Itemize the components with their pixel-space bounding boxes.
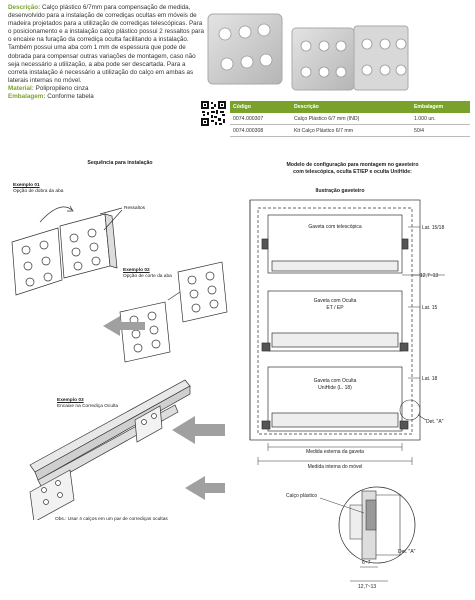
- example-03-text: Encaixe na Corrediça Oculta: [57, 404, 119, 409]
- ressaltos-label: Ressaltos: [124, 206, 146, 211]
- external-drawer-dimension: Medida externa da gaveta: [306, 449, 364, 455]
- shim-photo-right: [292, 26, 408, 90]
- dim-12-7-label: 12,7~13: [358, 584, 377, 590]
- packaging-text: Conforme tabela: [47, 93, 94, 101]
- drawer-unihide: [262, 367, 408, 431]
- cabinet-drawing: [240, 195, 475, 595]
- table-header-row: [230, 101, 470, 113]
- example-03-slide: [30, 380, 190, 520]
- drawer-et-ep-label-1: Gaveta com Oculta: [313, 298, 357, 304]
- cabinet-illustration-title: Ilustração gaveteiro: [315, 188, 365, 194]
- installation-sequence-title: Sequência para instalação: [87, 160, 153, 166]
- detail-a-marker: [400, 400, 426, 420]
- qr-code: [201, 101, 226, 126]
- configuration-title-line1: Modelo de configuração para montagem no gaveteiro: [286, 162, 419, 168]
- lat-2-label: Lat. 15: [422, 305, 438, 311]
- cell-packaging: 50/4: [411, 125, 470, 137]
- plastic-shim-label: Calço plástico: [286, 493, 318, 499]
- material-line: [8, 85, 204, 93]
- cell-description: Calço Plástico 6/7 mm (IND): [291, 113, 411, 125]
- installation-illustrations: [0, 180, 240, 520]
- product-description: [8, 4, 204, 101]
- drawer-unihide-label-2: UniHide (L. 18): [318, 385, 352, 391]
- header-code: Código: [230, 101, 291, 113]
- description-paragraph: [8, 4, 204, 85]
- cell-code: 0074.000307: [230, 113, 291, 125]
- example-02-title: Exemplo 02: [123, 268, 150, 273]
- description-label: Descrição:: [8, 4, 41, 11]
- cell-packaging: 1.000 un.: [411, 113, 470, 125]
- detail-a-magnified-label: Det. "A": [398, 549, 416, 555]
- table-row: [230, 113, 470, 125]
- lat-1-label: Lat. 15/18: [422, 225, 445, 231]
- header-packaging: Embalagem: [411, 101, 470, 113]
- detail-a-label: Det. "A": [426, 419, 444, 425]
- example-03-title: Exemplo 03: [57, 398, 84, 403]
- example-02-shim: [120, 262, 227, 362]
- material-label: Material:: [8, 84, 34, 92]
- example-01-shim: [12, 206, 122, 295]
- material-text: Polipropileno cinza: [35, 84, 89, 92]
- example-01-title: Exemplo 01: [13, 183, 40, 188]
- drawer-telescopic-label: Gaveta com telescópica: [308, 224, 362, 230]
- dim-6-7-label: 6~7: [362, 560, 371, 566]
- lateral-leaders: [402, 227, 445, 378]
- example-01-text: Opção de dobra da aba: [13, 189, 64, 194]
- cell-description: Kit Calço Plástico 6/7 mm: [291, 125, 411, 137]
- internal-cabinet-dimension: Medida interna do móvel: [307, 464, 363, 470]
- configuration-title-line2: com telescópica, oculta ET/EP e oculta UniHide:: [293, 169, 412, 175]
- product-photo: [200, 6, 470, 98]
- description-text: Calço plástico 6/7mm para compensação de medida, desenvolvido para a instalação de corrediças ocultas em móveis de madeira projetados para a utilização de corrediças telescópicas. Para o posicionamento e a instalação calço plástico possui 2 ressaltos para o encaixe na furação da corrediça oculta facilitando a instalação. Também possui uma aba com 1 mm de espessura que pode de dobrada para compensar outras variações de montagem, caso não seja necessário a utilização, a aba pode ser descartada. Para a correta instalação é necessário a utilização do calço em ambas as laterais internas no móvel.: [8, 4, 205, 84]
- shim-photo-left: [208, 14, 282, 84]
- dim-1-label: 12,7~13: [420, 273, 439, 279]
- header-description: Descrição: [291, 101, 411, 113]
- drawer-unihide-label-1: Gaveta com Oculta: [313, 378, 357, 384]
- configuration-title: [240, 162, 465, 176]
- packaging-line: [8, 93, 204, 101]
- drawer-et-ep-label-2: ET / EP: [326, 305, 344, 311]
- lat-3-label: Lat. 18: [422, 376, 438, 382]
- table-row: [230, 125, 470, 137]
- cell-code: 0074.000308: [230, 125, 291, 137]
- example-02-text: Opção de corte da aba: [123, 274, 172, 279]
- detail-dimensions: [350, 567, 388, 581]
- product-table: [230, 101, 470, 137]
- usage-note: Obs.: Usar 4 calços em um par de corrediças ocultas: [55, 517, 168, 522]
- packaging-label: Embalagem:: [8, 93, 46, 101]
